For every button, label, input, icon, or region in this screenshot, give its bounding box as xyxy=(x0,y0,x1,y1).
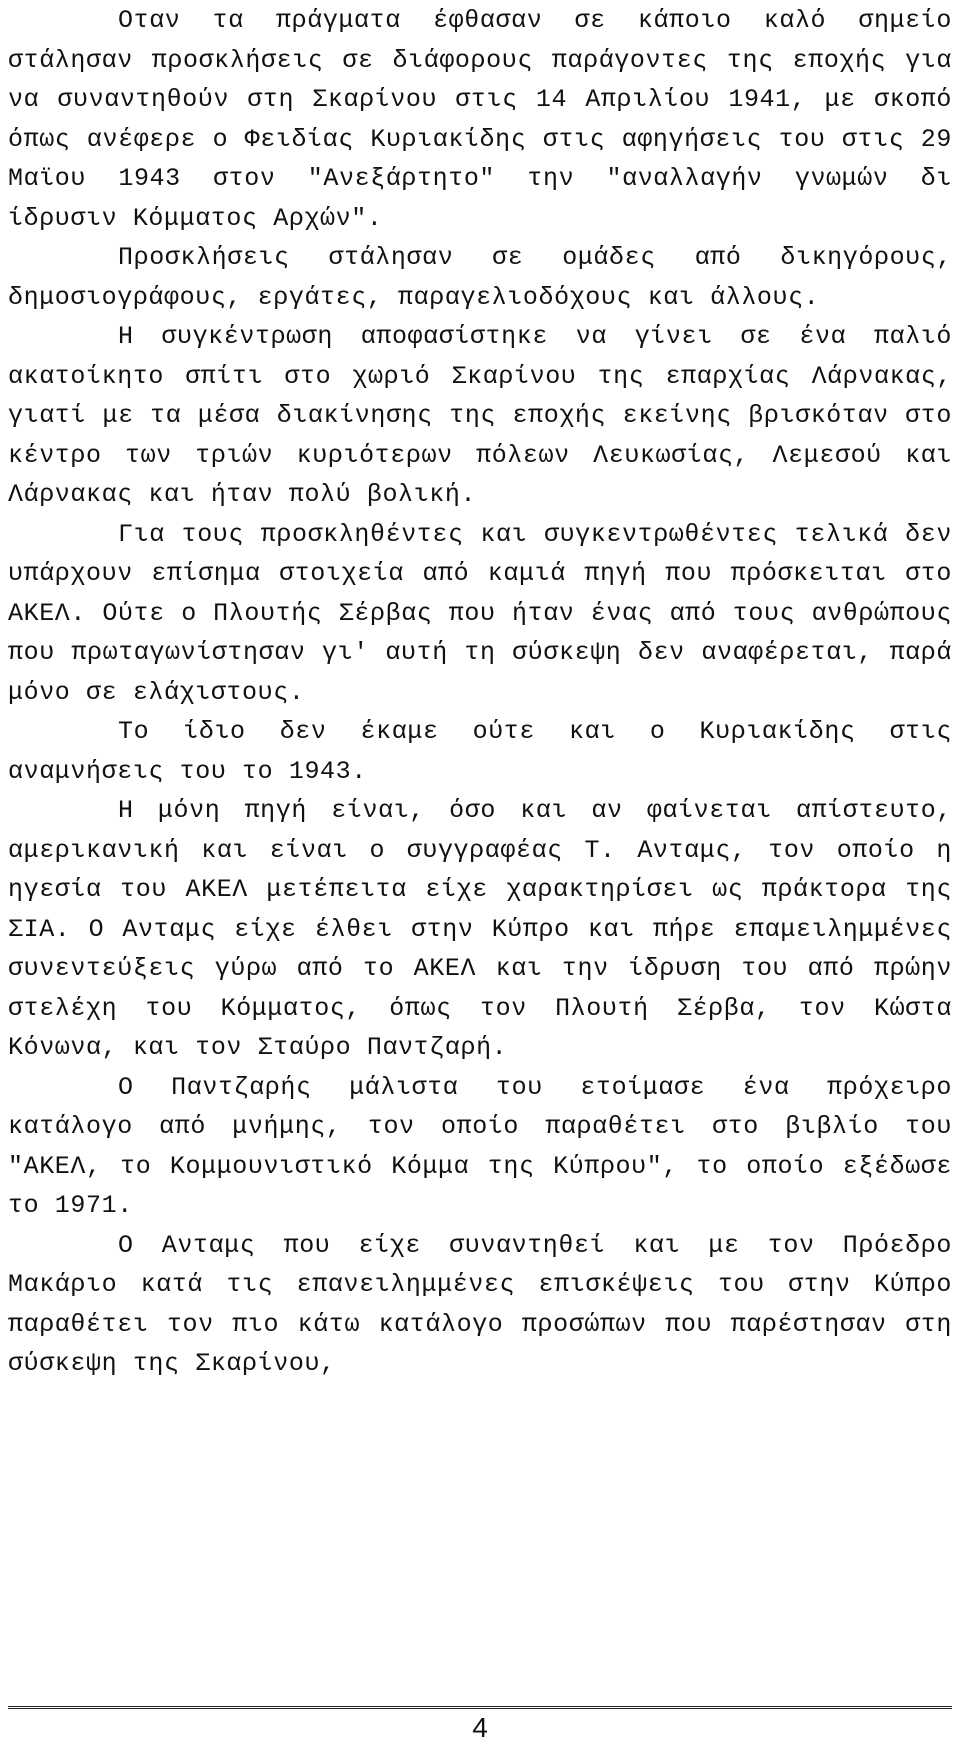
page-number: 4 xyxy=(472,1712,488,1743)
paragraph-american-source: Η μόνη πηγή είναι, όσο και αν φαίνεται απίστευτο, αμερικανική και είναι ο συγγραφέας Τ. Ανταμς, τον οποίο η ηγεσία του ΑΚΕΛ μετέπειτα είχε χαρακτηρίσει ως πράκτορα της ΣΙΑ. Ο Ανταμς είχε έλθει στην Κύπρο και πήρε επαμειλημμένες συνεντεύξεις γύρω από το ΑΚΕΛ και την ίδρυση του από πρώην στελέχη του Κόμματος, όπως τον Πλουτή Σέρβα, τον Κώστα Κόνωνα, και τον Σταύρο Παντζαρή. xyxy=(8,796,952,1062)
paragraph-invitation-groups: Προσκλήσεις στάλησαν σε ομάδες από δικηγόρους, δημοσιογράφους, εργάτες, παραγελιοδόχους και άλλους. xyxy=(8,243,952,312)
paragraph-invitations-sent: Οταν τα πράγματα έφθασαν σε κάποιο καλό σημείο στάλησαν προσκλήσεις σε διάφορους παράγοντες της εποχής για να συναντηθούν στη Σκαρίνου στις 14 Απριλίου 1941, με σκοπό όπως ανέφερε ο Φειδίας Κυριακίδης στις αφηγήσεις του στις 29 Μαϊου 1943 στον "Ανεξάρτητο" την "αναλλαγήν γνωμών δι ίδρυσιν Κόμματος Αρχών". xyxy=(8,6,952,233)
paragraph-adams-list: Ο Ανταμς που είχε συναντηθεί και με τον Πρόεδρο Μακάριο κατά τις επανειλημμένες επισκέψεις του στην Κύπρο παραθέτει τον πιο κάτω κατάλογο προσώπων που παρέστησαν στη σύσκεψη της Σκαρίνου, xyxy=(8,1230,952,1378)
paragraph-no-official-records: Για τους προσκληθέντες και συγκεντρωθέντες τελικά δεν υπάρχουν επίσημα στοιχεία από καμιά πηγή που πρόσκειται στο ΑΚΕΛ. Ούτε ο Πλουτής Σέρβας που ήταν ένας από τους ανθρώπους που πρωταγωνίστησαν γι' αυτή τη σύσκεψη δεν αναφέρεται, παρά μόνο σε ελάχιστους. xyxy=(8,519,952,707)
document-body xyxy=(8,0,952,1384)
paragraph-pantzaris-list: Ο Παντζαρής μάλιστα του ετοίμασε ένα πρόχειρο κατάλογο από μνήμης, τον οποίο παραθέτει στο βιβλίο του "ΑΚΕΛ, το Κομμουνιστικό Κόμμα της Κύπρου", το οποίο εξέδωσε το 1971. xyxy=(8,1072,952,1220)
paragraph-kyriakidis-memoirs: Το ίδιο δεν έκαμε ούτε και ο Κυριακίδης στις αναμνήσεις του το 1943. xyxy=(8,717,952,786)
footer-divider xyxy=(8,1706,952,1709)
paragraph-meeting-location: Η συγκέντρωση αποφασίστηκε να γίνει σε ένα παλιό ακατοίκητο σπίτι στο χωριό Σκαρίνου της επαρχίας Λάρνακας, γιατί με τα μέσα διακίνησης της εποχής εκείνης βρισκόταν στο κέντρο των τριών κυριότερων πόλεων Λευκωσίας, Λεμεσού και Λάρνακας και ήταν πολύ βολική. xyxy=(8,322,952,509)
